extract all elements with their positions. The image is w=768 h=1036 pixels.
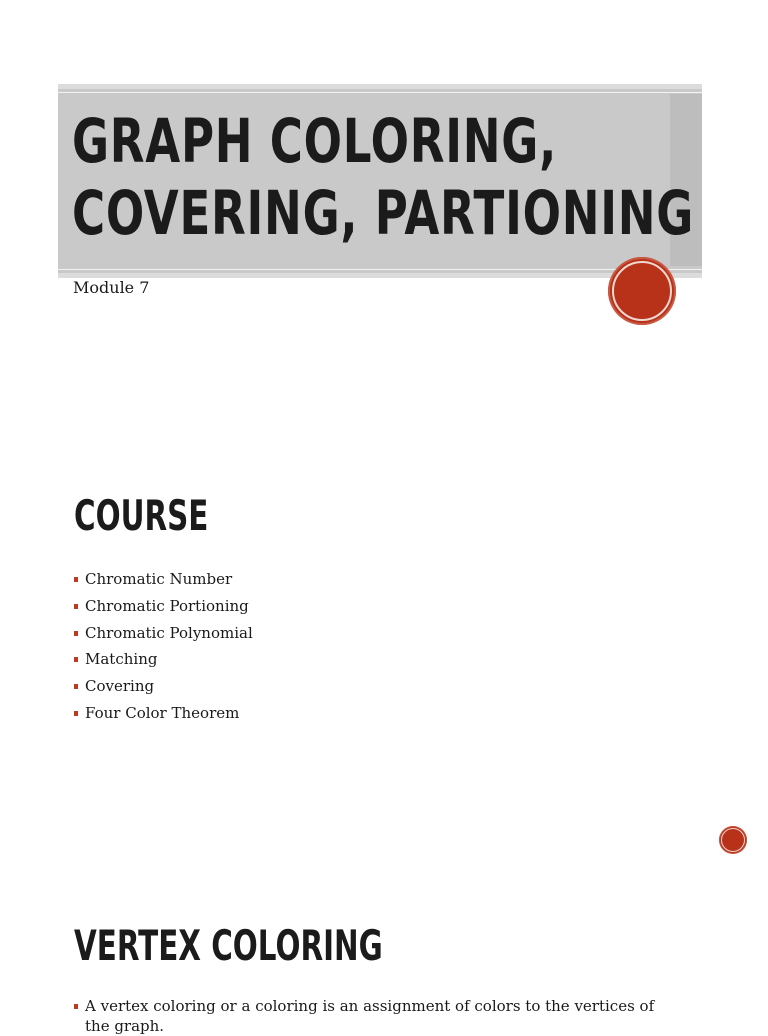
bullet-square-icon [74,684,78,689]
vertex-coloring-heading: VERTEX COLORING [74,921,383,970]
title-slide [0,0,768,420]
list-item-text: Chromatic Polynomial [85,623,253,642]
course-bullet-list [74,566,253,727]
slide-title-line-2: COVERING, PARTIONING [72,178,695,249]
bullet-square-icon [74,577,78,582]
title-band-bottom-line [58,269,702,270]
vertex-coloring-slide [0,900,768,1035]
decorative-circle-badge-small [719,826,747,854]
title-band-top-line [58,92,702,93]
title-band-top-stripe [58,84,702,89]
list-item [74,620,253,647]
list-item [74,996,675,1036]
vertex-bullet-list [74,996,675,1036]
list-item-text: A vertex coloring or a coloring is an assignment of colors to the vertices of the graph. [85,997,655,1035]
course-slide [0,470,768,870]
list-item [74,673,253,700]
list-item [74,646,253,673]
bullet-square-icon [74,1004,78,1009]
list-item [74,566,253,593]
list-item-text: Four Color Theorem [85,703,240,722]
bullet-square-icon [74,657,78,662]
title-band [58,84,702,278]
slide-title-line-1: GRAPH COLORING, [72,106,557,177]
list-item-text: Covering [85,677,155,696]
list-item [74,593,253,620]
list-item [74,700,253,727]
decorative-circle-badge [608,257,676,325]
decorative-circle-ring-small [721,828,745,852]
slide-subtitle: Module 7 [73,278,150,297]
course-heading: COURSE [74,491,209,540]
decorative-circle-ring [612,261,672,321]
title-band-bottom-stripe [58,273,702,278]
list-item-text: Matching [85,650,158,669]
list-item-text: Chromatic Number [85,570,233,588]
slide-title [72,106,695,250]
bullet-square-icon [74,631,78,636]
bullet-square-icon [74,711,78,716]
bullet-square-icon [74,604,78,609]
list-item-text: Chromatic Portioning [85,596,249,615]
